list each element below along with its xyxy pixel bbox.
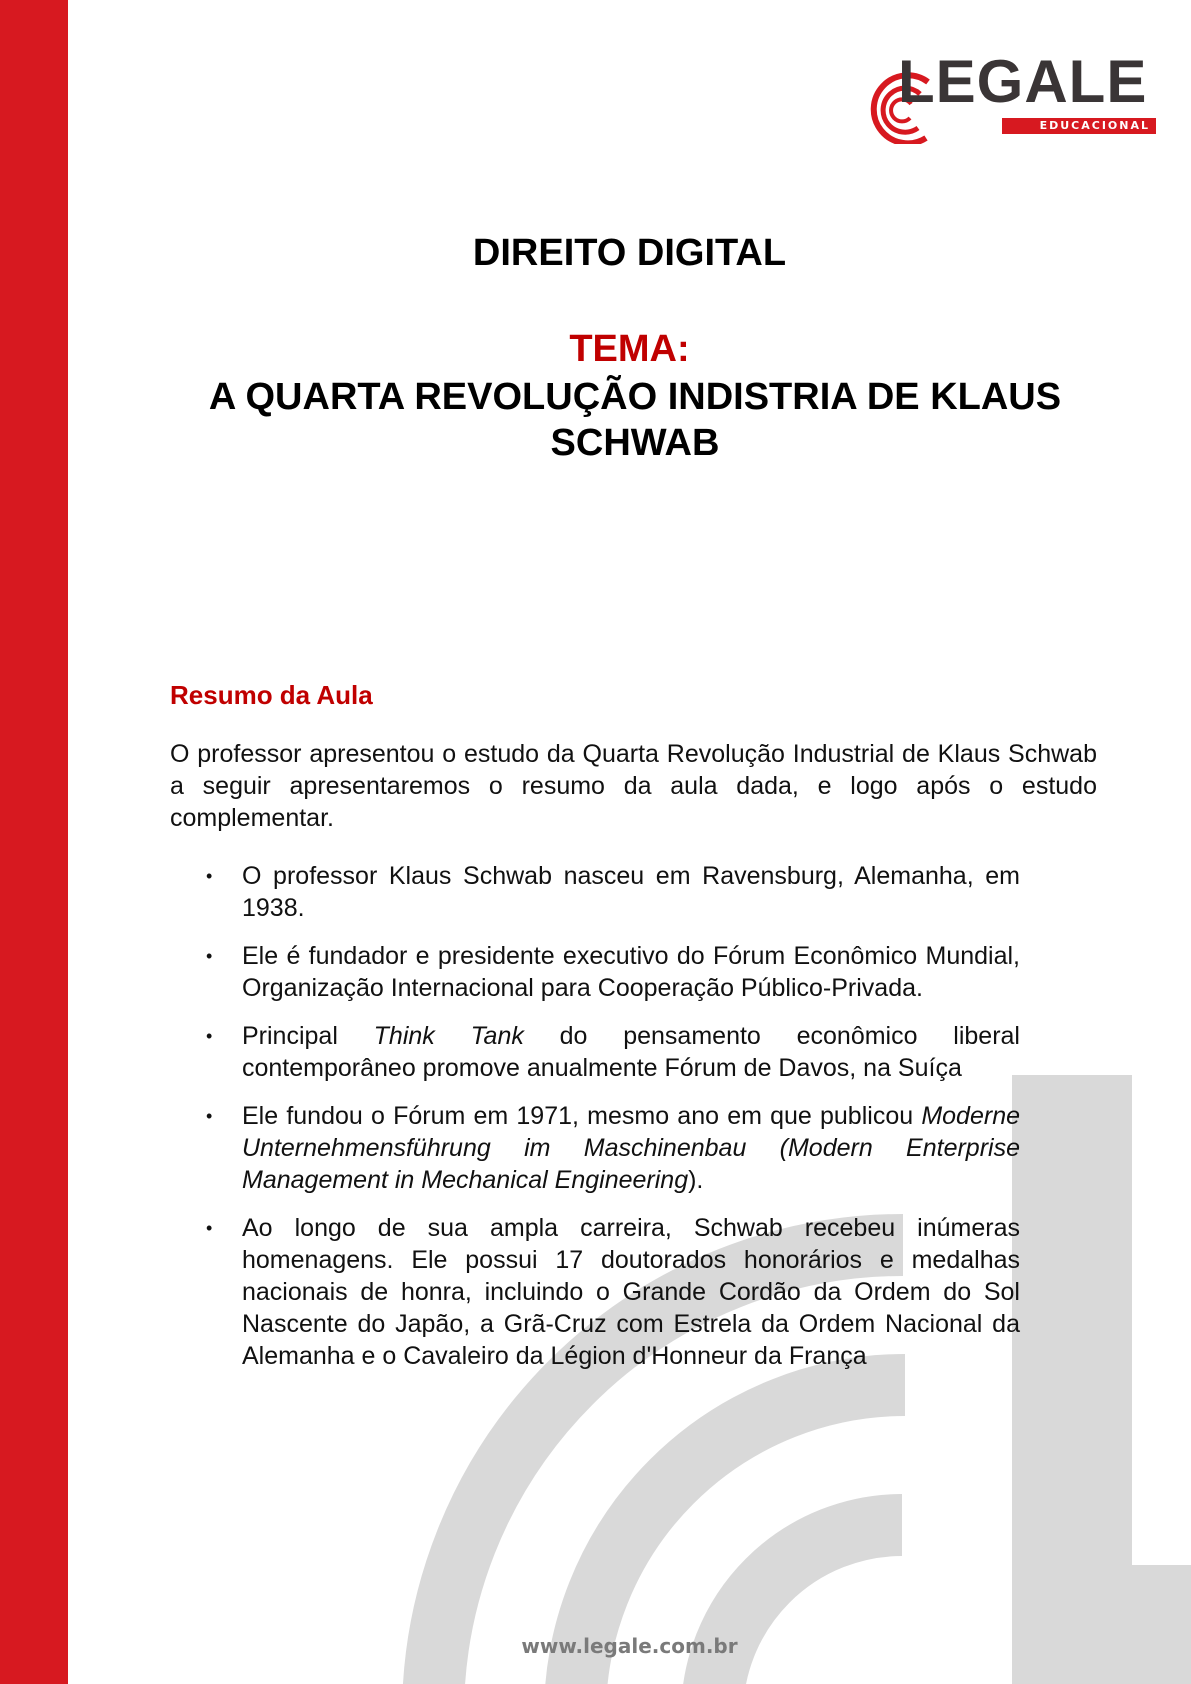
list-item-text-pre: Ele fundou o Fórum em 1971, mesmo ano em que publicou xyxy=(242,1102,922,1130)
list-item xyxy=(190,860,1020,924)
section-heading: Resumo da Aula xyxy=(170,680,373,710)
bullet-icon: • xyxy=(206,1106,213,1126)
theme-subtitle: A QUARTA REVOLUÇÃO INDISTRIA DE KLAUS SCHWAB xyxy=(208,376,1062,464)
list-item-text-pre: Principal xyxy=(242,1022,374,1050)
red-sidebar-band xyxy=(0,0,68,1684)
list-item-text-post: do pensamento econômico liberal contemporâneo promove anualmente Fórum de Davos, na Suíça xyxy=(242,1022,1020,1082)
list-item-text: O professor Klaus Schwab nasceu em Ravensburg, Alemanha, em 1938. xyxy=(242,862,1020,922)
list-item-text-post: ). xyxy=(688,1166,704,1194)
list-item xyxy=(190,940,1020,1004)
logo-wordmark: LEGALE xyxy=(898,48,1148,115)
list-item xyxy=(190,1212,1020,1372)
document-title: DIREITO DIGITAL xyxy=(472,232,787,274)
summary-bullet-list xyxy=(190,860,1020,1388)
bullet-icon: • xyxy=(206,866,213,886)
theme-label: TEMA: xyxy=(569,328,690,370)
logo-tagline: EDUCACIONAL xyxy=(1002,118,1156,134)
list-item-emphasis: Moderne Unternehmensführung im Maschinenbau (Modern Enterprise Management in Mechanical Engineering xyxy=(242,1102,1020,1194)
list-item xyxy=(190,1100,1020,1196)
bullet-icon: • xyxy=(206,1218,213,1238)
list-item-text: Ao longo de sua ampla carreira, Schwab recebeu inúmeras homenagens. Ele possui 17 doutorados honorários e medalhas nacionais de honra, incluindo o Grande Cordão da Ordem do Sol Nascente do Japão, a Grã-Cruz com Estrela da Ordem Nacional da Alemanha e o Cavaleiro da Légion d'Honneur da França xyxy=(242,1214,1020,1370)
bullet-icon: • xyxy=(206,946,213,966)
list-item-text: Ele é fundador e presidente executivo do Fórum Econômico Mundial, Organização Internacional para Cooperação Público-Privada. xyxy=(242,942,1020,1002)
footer-website: www.legale.com.br xyxy=(521,1634,738,1658)
list-item-emphasis: Think Tank xyxy=(373,1022,524,1050)
legale-logo xyxy=(862,48,1158,144)
bullet-icon: • xyxy=(206,1026,213,1046)
intro-paragraph: O professor apresentou o estudo da Quarta Revolução Industrial de Klaus Schwab a seguir apresentaremos o resumo da aula dada, e logo após o estudo complementar. xyxy=(170,740,1097,832)
list-item xyxy=(190,1020,1020,1084)
